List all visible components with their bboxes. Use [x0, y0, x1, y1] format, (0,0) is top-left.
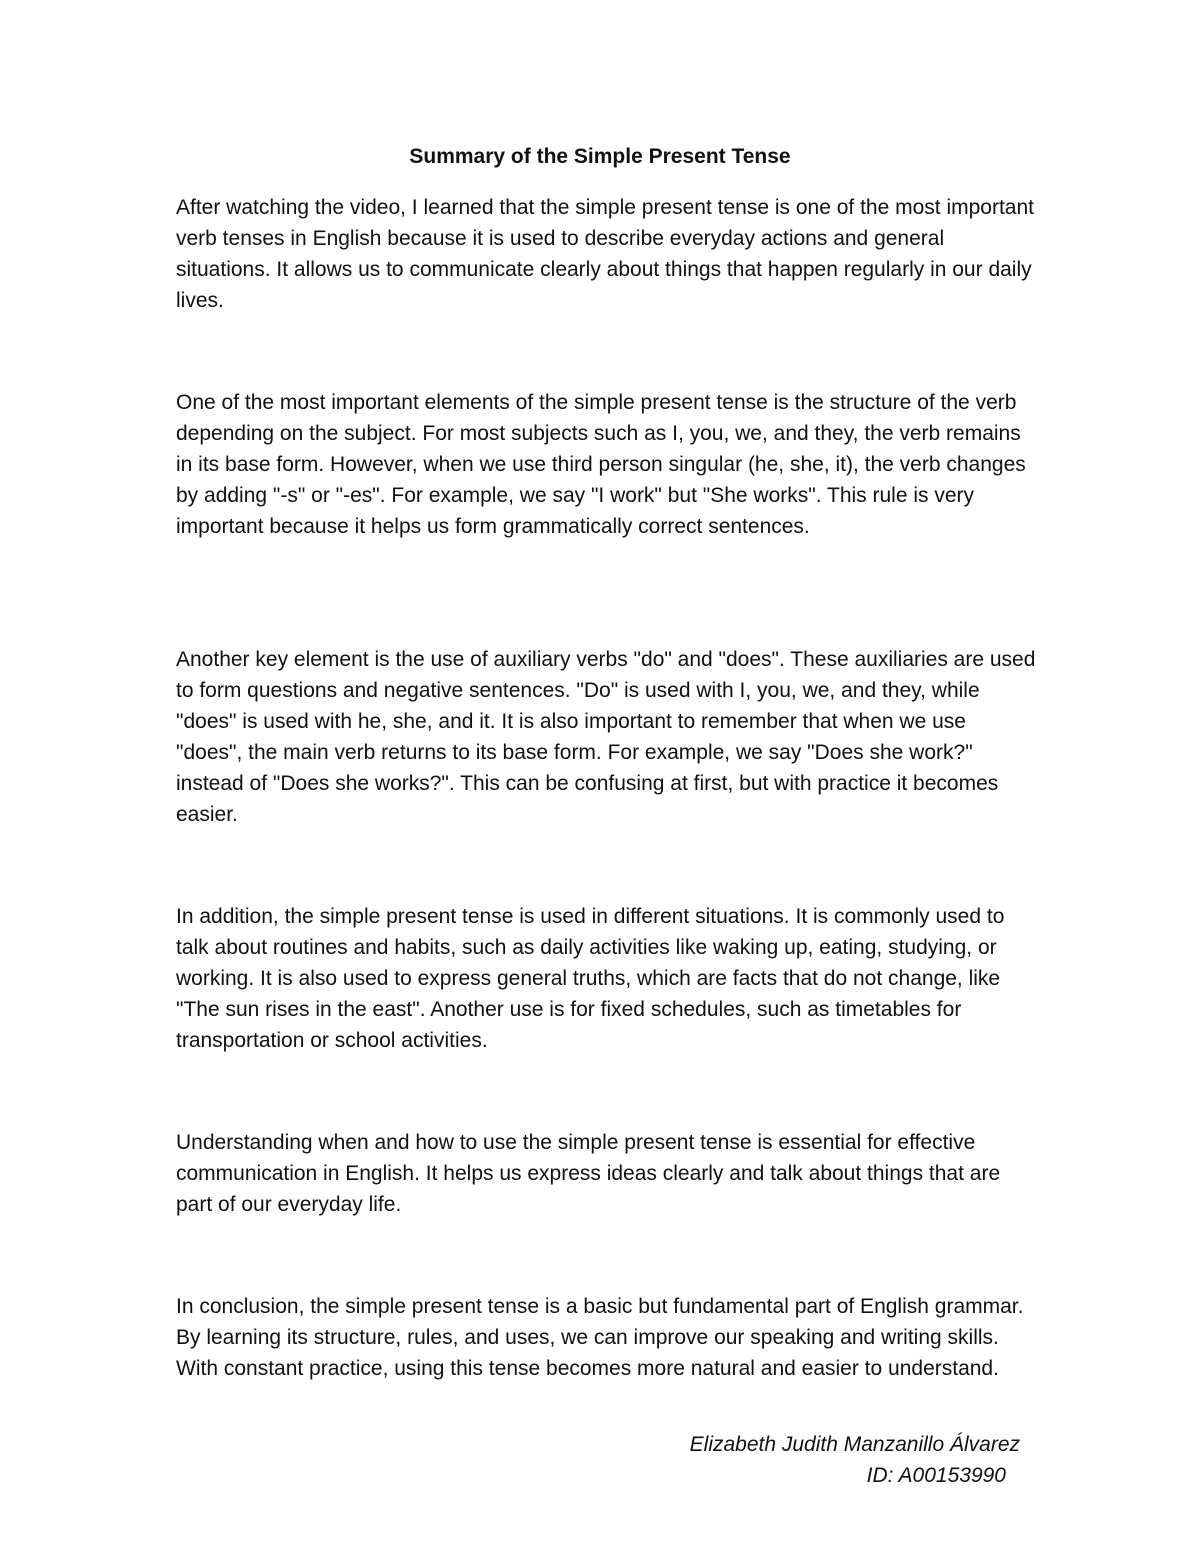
document-title: Summary of the Simple Present Tense — [409, 145, 791, 168]
signature-block — [690, 1429, 1020, 1491]
paragraph-importance: Understanding when and how to use the simple present tense is essential for effective communication in English. It helps us express ideas clearly and talk about things that are part of our everyday life. — [176, 1131, 1001, 1216]
author-name: Elizabeth Judith Manzanillo Álvarez — [689, 1433, 1020, 1456]
paragraph-conclusion: In conclusion, the simple present tense is a basic but fundamental part of English grammar. By learning its structure, rules, and uses, we can improve our speaking and writing skills. With constant practice, using this tense becomes more natural and easier to understand. — [176, 1295, 1024, 1380]
paragraph-verb-structure: One of the most important elements of the simple present tense is the structure of the verb depending on the subject. For most subjects such as I, you, we, and they, the verb remains in its base form. However, when we use third person singular (he, she, it), the verb changes by adding "-s" or "-es". For example, we say "I work" but "She works". This rule is very important because it helps us form grammatically correct sentences. — [176, 391, 1026, 538]
paragraph-intro: After watching the video, I learned that the simple present tense is one of the most important verb tenses in English because it is used to describe everyday actions and general situations. It allows us to communicate clearly about things that happen regularly in our daily lives. — [176, 196, 1034, 312]
author-id: ID: A00153990 — [866, 1464, 1006, 1487]
paragraph-auxiliary-verbs: Another key element is the use of auxiliary verbs "do" and "does". These auxiliaries are used to form questions and negative sentences. "Do" is used with I, you, we, and they, while "does" is used with he, she, and it. It is also important to remember that when we use "does", the main verb returns to its base form. For example, we say "Does she work?" instead of "Does she works?". This can be confusing at first, but with practice it becomes easier. — [176, 648, 1036, 826]
paragraph-uses: In addition, the simple present tense is used in different situations. It is commonly used to talk about routines and habits, such as daily activities like waking up, eating, studying, or working. It is also used to express general truths, which are facts that do not change, like "The sun rises in the east". Another use is for fixed schedules, such as timetables for transportation or school activities. — [176, 905, 1005, 1052]
